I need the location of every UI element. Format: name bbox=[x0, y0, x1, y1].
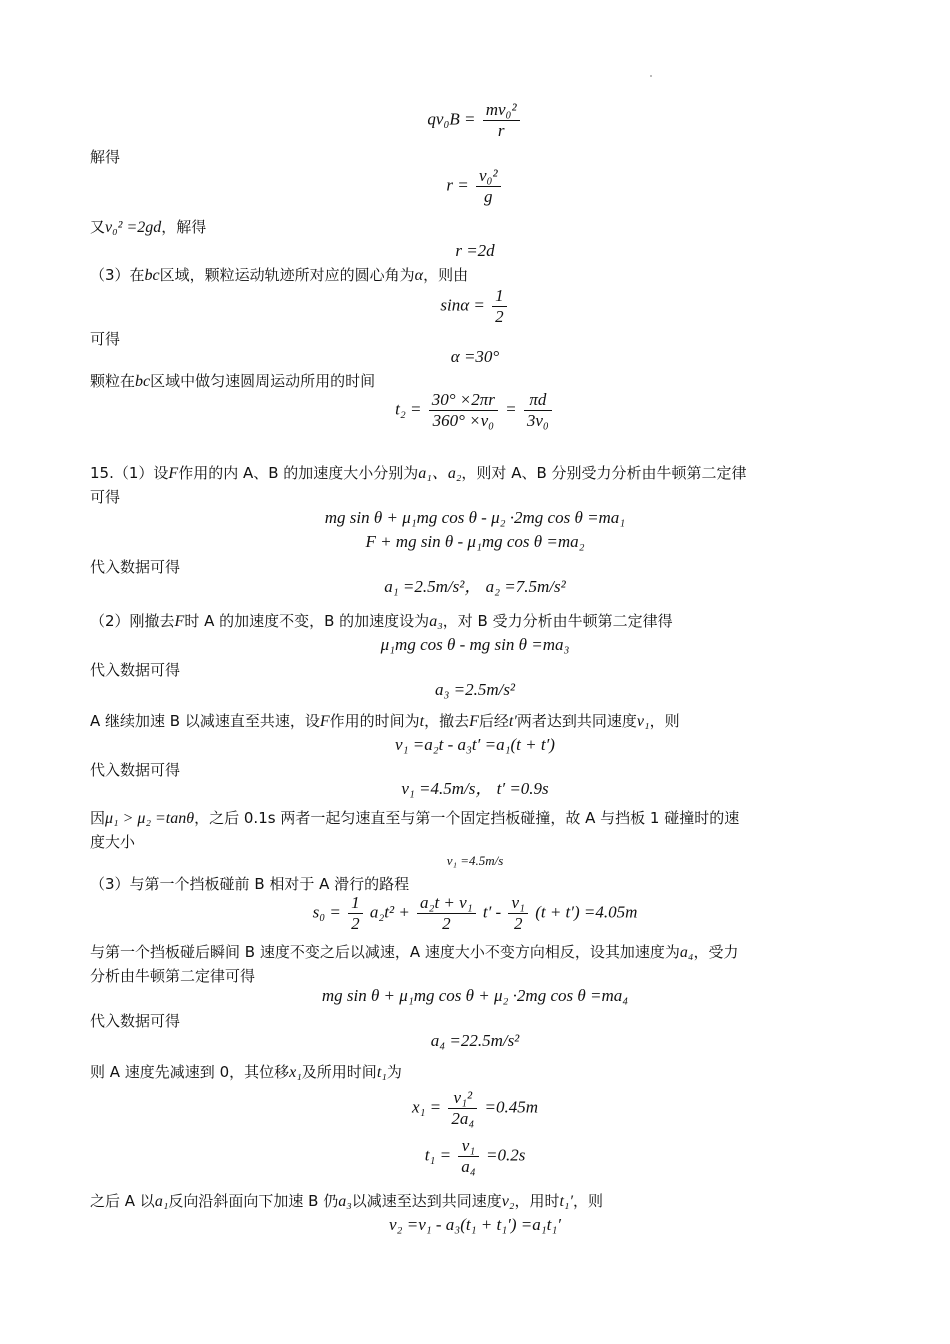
text-line-5: 颗粒在bc区域中做匀速圆周运动所用的时间 bbox=[90, 372, 376, 390]
text-line-19: 则 A 速度先减速到 0，其位移x₁及所用时间t₁为 bbox=[90, 1063, 402, 1081]
equation-8: F + mg sin θ - μ₁mg cos θ =ma₂ bbox=[365, 532, 585, 551]
equation-4: sinα = $\frac{1}{2}$ bbox=[0, 286, 950, 327]
equation-20: v₂ =v₁ - a₃(t₁ + t₁′) =a₁t₁′ bbox=[389, 1215, 561, 1234]
equation-2: r = $\frac{\text{v₀²}}{g}$ bbox=[0, 166, 950, 207]
text-kede-2: 可得 bbox=[90, 488, 121, 506]
text-line-14: 度大小 bbox=[90, 833, 136, 851]
equation-3: r =2d bbox=[455, 241, 495, 260]
equation-5: α =30° bbox=[450, 347, 500, 366]
text-line-20: 之后 A 以a₁反向沿斜面向下加速 B 仍a₃以减速至达到共同速度v₂，用时t₁′，则 bbox=[90, 1192, 603, 1210]
equation-17: a₄ =22.5m/s² bbox=[430, 1031, 520, 1050]
text-line-11: A 继续加速 B 以减速直至共速，设F作用的时间为t，撤去F后经t′两者达到共同速度v₁，则 bbox=[90, 712, 680, 730]
text-part-3-intro: （3）在bc区域，颗粒运动轨迹所对应的圆心角为α，则由 bbox=[90, 266, 469, 284]
text-q15-intro: 15.（1）设F作用的内 A、B 的加速度大小分别为a₁、a₂，则对 A、B 分别受力分析由牛顿第二定律 bbox=[90, 464, 747, 482]
text-line-17: 分析由牛顿第二定律可得 bbox=[90, 967, 256, 985]
text-line-2: 又v₀² =2gd，解得 bbox=[90, 218, 207, 236]
equation-7: mg sin θ + μ₁mg cos θ - μ₂ ·2mg cos θ =ma₁ bbox=[324, 508, 626, 527]
equation-16: mg sin θ + μ₁mg cos θ + μ₂ ·2mg cos θ =ma₄ bbox=[321, 986, 629, 1005]
text-kede-1: 可得 bbox=[90, 330, 121, 348]
text-substitute-3: 代入数据可得 bbox=[90, 761, 181, 779]
equation-14: v₁ =4.5m/s bbox=[446, 853, 504, 868]
text-substitute-1: 代入数据可得 bbox=[90, 558, 181, 576]
text-part-2: （2）刚撤去F时 A 的加速度不变，B 的加速度设为a₃，对 B 受力分析由牛顿第二定律得 bbox=[90, 612, 673, 630]
equation-15: s₀ = $\frac{1}{2}$ a₂t² + $\frac{\text{a₂t + v₁}}{2}$ t′ - $\frac{\text{v₁}}{2}$ (t + t′) =4.05m bbox=[312, 893, 638, 933]
text-substitute-2: 代入数据可得 bbox=[90, 661, 181, 679]
text-part-3: （3）与第一个挡板碰前 B 相对于 A 滑行的路程 bbox=[90, 875, 410, 893]
equation-9: a₁ =2.5m/s²， a₂ =7.5m/s² bbox=[384, 577, 566, 596]
equation-6: t₂ = $\frac{30^\circ \times 2\pi r}{\text{360° ×v₀}}$ = $\frac{\pi d}{\text{3v₀}}$ bbox=[0, 390, 950, 431]
text-line-16: 与第一个挡板碰后瞬间 B 速度不变之后以减速，A 速度大小不变方向相反，设其加速度为a₄，受力 bbox=[90, 943, 739, 961]
equation-13: v₁ =4.5m/s， t′ =0.9s bbox=[401, 779, 549, 798]
equation-11: a₃ =2.5m/s² bbox=[434, 680, 516, 699]
scan-dot bbox=[650, 75, 652, 77]
equation-18: x₁ = $\frac{\text{v₁²}}{\text{2a₄}}$ =0.45m bbox=[411, 1088, 539, 1128]
text-line-13: 因μ₁ > μ₂ =tanθ，之后 0.1s 两者一起匀速直至与第一个固定挡板碰撞，故 A 与挡板 1 碰撞时的速 bbox=[90, 809, 740, 827]
text-substitute-4: 代入数据可得 bbox=[90, 1012, 181, 1030]
equation-10: μ₁mg cos θ - mg sin θ =ma₃ bbox=[380, 635, 570, 654]
equation-12: v₁ =a₂t - a₃t′ =a₁(t + t′) bbox=[395, 735, 555, 754]
text-jiede-1: 解得 bbox=[90, 148, 121, 166]
equation-19: t₁ = $\frac{\text{v₁}}{\text{a₄}}$ =0.2s bbox=[424, 1136, 526, 1176]
equation-1: qv₀B = $\frac{\text{mv₀²}}{r}$ bbox=[0, 100, 950, 141]
